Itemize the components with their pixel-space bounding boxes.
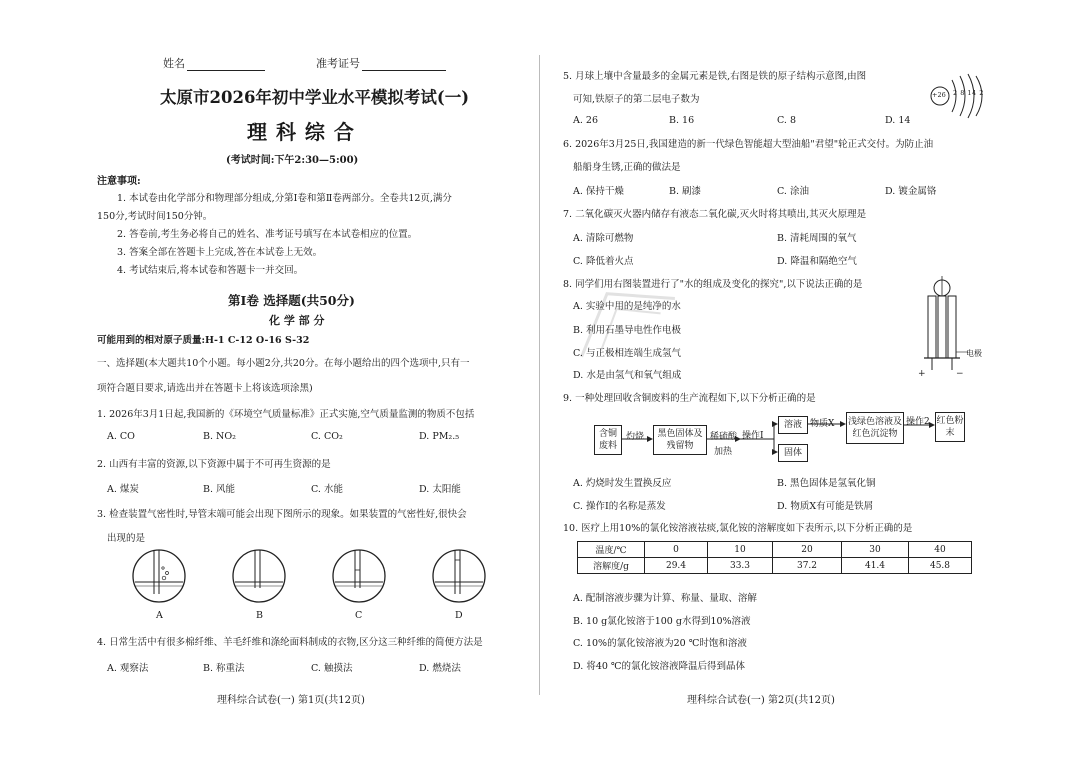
q4-option-b: B. 称重法 [203, 663, 245, 674]
q2-option-d: D. 太阳能 [419, 484, 461, 495]
right-footer: 理科综合试卷(一) 第2页(共12页) [687, 695, 835, 706]
table-cell: 37.2 [773, 558, 842, 574]
q5-option-b: B. 16 [669, 115, 695, 126]
q7-option-d: D. 降温和隔绝空气 [777, 256, 857, 267]
q9-stem: 9. 一种处理回收含铜废料的生产流程如下,以下分析正确的是 [563, 393, 816, 404]
q5-option-d: D. 14 [885, 115, 911, 126]
flow-solution-box: 溶液 [778, 416, 808, 434]
q9-option-b: B. 黑色固体是氢氧化铜 [777, 478, 876, 489]
section-title: 第Ⅰ卷 选择题(共50分) [228, 293, 355, 308]
table-cell: 20 [773, 542, 842, 558]
q3-stem-1: 3. 检查装置气密性时,导管末端可能会出现下图所示的现象。如果装置的气密性好,很快会 [97, 509, 467, 520]
q10-option-b: B. 10 g氯化铵溶于100 g水得到10%溶液 [573, 616, 751, 627]
flow-solid-mix-box: 黑色固体及残留物 [653, 425, 707, 455]
q8-option-c: C. 与正极相连端生成氢气 [573, 348, 681, 359]
exam-id-field [316, 55, 446, 71]
iron-nucleus-charge: +26 [932, 91, 946, 99]
flow-substance-x-label: 物质X [810, 419, 835, 429]
q8-option-b: B. 利用石墨导电性作电极 [573, 325, 682, 336]
q2-option-b: B. 风能 [203, 484, 236, 495]
flow-precip-box: 浅绿色溶液及红色沉淀物 [846, 412, 904, 444]
q4-option-a: A. 观察法 [107, 663, 149, 674]
table-cell: 29.4 [645, 558, 708, 574]
q8-option-d: D. 水是由氢气和氧气组成 [573, 370, 682, 381]
q7-option-b: B. 清耗周围的氧气 [777, 233, 857, 244]
left-footer: 理科综合试卷(一) 第1页(共12页) [217, 695, 365, 706]
exam-title: 太原市2026年初中学业水平模拟考试(一) [160, 88, 470, 107]
notice-2: 2. 答卷前,考生务必将自己的姓名、准考证号填写在本试卷相应的位置。 [117, 229, 418, 240]
flow-acid-label: 稀硫酸 [710, 432, 738, 442]
q10-stem: 10. 医疗上用10%的氯化铵溶液祛痰,氯化铵的溶解度如下表所示,以下分析正确的是 [563, 523, 913, 534]
table-cell: 0 [645, 542, 708, 558]
q6-option-a: A. 保持干燥 [573, 186, 624, 197]
q3-label-a: A [156, 610, 163, 621]
right-page-lower [540, 0, 1080, 764]
q1-option-a: A. CO [107, 431, 135, 442]
beaker-d-icon [433, 550, 485, 602]
name-blank [187, 58, 265, 71]
name-field [163, 55, 265, 71]
table-cell: 33.3 [708, 558, 773, 574]
q2-stem: 2. 山西有丰富的资源,以下资源中属于不可再生资源的是 [97, 459, 331, 470]
q10-option-a: A. 配制溶液步骤为计算、称量、量取、溶解 [573, 593, 757, 604]
q5-option-a: A. 26 [573, 115, 598, 126]
q10-option-d: D. 将40 ℃的氯化铵溶液降温后得到晶体 [573, 661, 746, 672]
part-title: 化 学 部 分 [269, 314, 325, 327]
atomic-masses: 可能用到的相对原子质量:H-1 C-12 O-16 S-32 [97, 335, 310, 346]
flow-red-powder-box: 红色粉末 [935, 412, 965, 442]
q5-stem-2: 可知,铁原子的第二层电子数为 [573, 94, 700, 105]
q7-option-c: C. 降低着火点 [573, 256, 634, 267]
q3-label-c: C [355, 610, 363, 621]
q3-label-d: D [455, 610, 463, 621]
flow-burn-label: 灼烧 [626, 432, 645, 442]
q5-option-c: C. 8 [777, 115, 797, 126]
q7-option-a: A. 清除可燃物 [573, 233, 634, 244]
table-cell: 10 [708, 542, 773, 558]
instructions-line-2: 项符合题目要求,请选出并在答题卡上将该选项涂黑) [97, 383, 313, 394]
notice-3: 3. 答案全部在答题卡上完成,答在本试卷上无效。 [117, 247, 323, 258]
electrode-label: 电极 [966, 349, 982, 358]
q10-option-c: C. 10%的氯化铵溶液为20 ℃时饱和溶液 [573, 638, 747, 649]
q6-option-c: C. 涂油 [777, 186, 809, 197]
flow-op1-label: 操作Ⅰ [742, 431, 764, 441]
q3-beakers-figure [130, 548, 490, 608]
svg-text:−: − [956, 369, 964, 379]
q2-option-a: A. 煤炭 [107, 484, 139, 495]
beaker-c-icon [333, 550, 385, 602]
notice-1: 1. 本试卷由化学部分和物理部分组成,分第Ⅰ卷和第Ⅱ卷两部分。全卷共12页,满分 [117, 193, 452, 204]
table-cell: 溶解度/g [578, 558, 645, 574]
q3-label-b: B [256, 610, 263, 621]
q1-option-b: B. NO₂ [203, 431, 236, 442]
q9-option-a: A. 灼烧时发生置换反应 [573, 478, 672, 489]
exam-time: (考试时间:下午2:30—5:00) [226, 155, 359, 166]
q5-stem-1: 5. 月球上壤中含量最多的金属元素是铁,右图是铁的原子结构示意图,由图 [563, 71, 867, 82]
q4-option-d: D. 燃烧法 [419, 663, 461, 674]
exam-id-blank [362, 58, 446, 71]
table-cell: 40 [909, 542, 972, 558]
q7-stem: 7. 二氧化碳灭火器内储存有液态二氧化碳,灭火时将其喷出,其灭火原理是 [563, 209, 867, 220]
q1-stem: 1. 2026年3月1日起,我国新的《环境空气质量标准》正式实施,空气质量监测的物质不包括 [97, 409, 475, 420]
q6-stem-1: 6. 2026年3月25日,我国建造的新一代绿色智能超大型油船"君望"轮正式交付。为防止油 [563, 139, 934, 150]
q2-option-c: C. 水能 [311, 484, 343, 495]
q9-option-c: C. 操作Ⅰ的名称是蒸发 [573, 501, 666, 512]
table-cell: 45.8 [909, 558, 972, 574]
iron-shell-electrons: 2 8 14 2 [953, 89, 984, 97]
beaker-a-icon [133, 550, 185, 602]
notice-4: 4. 考试结束后,将本试卷和答题卡一并交回。 [117, 265, 304, 276]
svg-text:+: + [918, 369, 926, 379]
table-cell: 30 [842, 542, 909, 558]
q1-option-d: D. PM₂.₅ [419, 431, 460, 442]
q6-option-d: D. 镀金属铬 [885, 186, 937, 197]
flow-heat-label: 加热 [714, 447, 733, 457]
q6-option-b: B. 刷漆 [669, 186, 702, 197]
instructions-line-1: 一、选择题(本大题共10个小题。每小题2分,共20分。在每小题给出的四个选项中,只有一 [97, 358, 470, 369]
flow-op2-label: 操作2 [906, 417, 930, 427]
q8-option-a: A. 实验中用的是纯净的水 [573, 301, 681, 312]
q8-stem: 8. 同学们用右图装置进行了"水的组成及变化的探究",以下说法正确的是 [563, 279, 863, 290]
table-cell: 温度/℃ [578, 542, 645, 558]
name-label: 姓名 [163, 57, 185, 70]
beaker-b-icon [233, 550, 285, 602]
subject-title: 理 科 综 合 [247, 120, 355, 144]
q4-stem: 4. 日常生活中有很多棉纤维、羊毛纤维和涤纶面料制成的衣物,区分这三种纤维的简便方法是 [97, 637, 483, 648]
q1-option-c: C. CO₂ [311, 431, 343, 442]
notice-1b: 150分,考试时间150分钟。 [97, 211, 213, 222]
q4-option-c: C. 触摸法 [311, 663, 353, 674]
table-cell: 41.4 [842, 558, 909, 574]
flow-solid-box: 固体 [778, 444, 808, 462]
exam-id-label: 准考证号 [316, 57, 360, 70]
q9-option-d: D. 物质X有可能是铁屑 [777, 501, 874, 512]
q6-stem-2: 船船身生锈,正确的做法是 [573, 162, 681, 173]
flow-waste-box: 含铜废料 [594, 425, 622, 455]
q3-stem-2: 出现的是 [107, 533, 146, 544]
notice-title: 注意事项: [97, 176, 141, 187]
